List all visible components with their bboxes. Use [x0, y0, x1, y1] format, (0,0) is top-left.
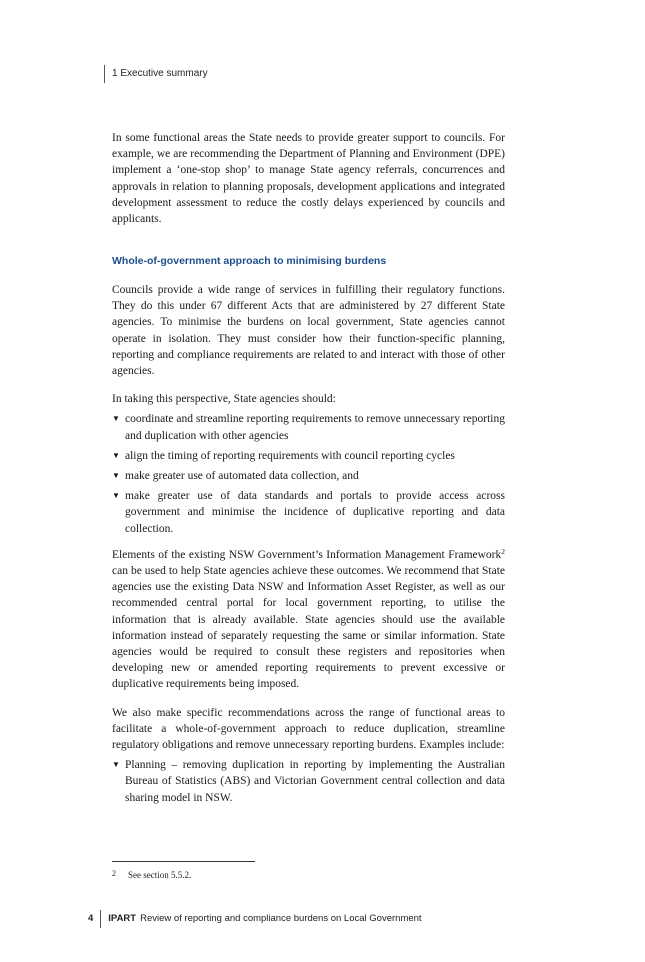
footnote-divider: [112, 861, 255, 862]
paragraph-councils: Councils provide a wide range of services in fulfilling their regulatory functions. They do this under 67 different Acts that are administered by 27 different State agencies. To minimise the burdens on local government, State agencies cannot operate in isolation. They must consider how their function-specific planning, reporting and compliance requirements are related to and interact with those of other agencies.: [112, 284, 505, 378]
footnote: [112, 869, 191, 880]
running-header: 1 Executive summary: [104, 65, 208, 83]
paragraph-intro: In some functional areas the State needs to provide greater support to councils. For example, we are recommending the Department of Planning and Environment (DPE) implement a ‘one-stop shop’ to manage State agency referrals, concurrences and approvals in relation to planning proposals, development applications and integrated development assessment to reduce the costly delays experienced by councils and applicants.: [112, 132, 505, 226]
paragraph-elements: Elements of the existing NSW Government’s Information Management Framework$^2$ can be used to help State agencies achieve these outcomes. We recommend that State agencies use the existing Data NSW and Information Asset Register, as well as our recommended central portal for local government reporting, to utilise the information that is already available. State agencies should use the available information instead of separately requesting the same or similar information. State agencies would be required to consult these registers and repositories when developing new or amended reporting requirements to prevent excessive or duplicative requirements being imposed.: [112, 546, 505, 691]
triangle-bullet-icon: ▼: [112, 491, 120, 501]
examples-list: [112, 757, 505, 806]
org-name: IPART: [108, 913, 137, 924]
footnote-number: 2: [112, 869, 116, 878]
triangle-bullet-icon: ▼: [112, 414, 120, 424]
footnote-reference[interactable]: 2: [501, 546, 505, 556]
list-item: ▼ Planning – removing duplication in reporting by implementing the Australian Bureau of Statistics (ABS) and Victorian Government central collection and data sharing model in NSW.: [112, 759, 505, 804]
report-title: Review of reporting and compliance burdens on Local Government: [140, 913, 422, 924]
footnote-text: See section 5.5.2.: [128, 870, 192, 880]
section-heading: Whole-of-government approach to minimising burdens: [112, 255, 387, 267]
page-number: 4: [88, 910, 101, 928]
list-item: ▼ coordinate and streamline reporting requirements to remove unnecessary reporting and duplication with other agencies: [112, 413, 505, 442]
list-item: ▼ make greater use of data standards and portals to provide access across government and minimise the incidence of duplicative reporting and data collection.: [112, 490, 505, 535]
list-item: ▼ align the timing of reporting requirements with council reporting cycles: [112, 449, 455, 462]
triangle-bullet-icon: ▼: [112, 471, 120, 481]
page-footer: [88, 910, 422, 928]
main-content: [112, 282, 505, 810]
list-item: ▼ make greater use of automated data collection, and: [112, 470, 359, 483]
intro-paragraph: [112, 130, 505, 227]
paragraph-specific: We also make specific recommendations across the range of functional areas to facilitate a whole-of-government approach to reduce duplication, streamline regulatory obligations and remove unnecessary reporting burdens. Examples include:: [112, 706, 505, 752]
paragraph-perspective: In taking this perspective, State agencies should:: [112, 393, 336, 406]
agency-actions-list: [112, 411, 505, 536]
triangle-bullet-icon: ▼: [112, 450, 120, 460]
triangle-bullet-icon: ▼: [112, 760, 120, 770]
